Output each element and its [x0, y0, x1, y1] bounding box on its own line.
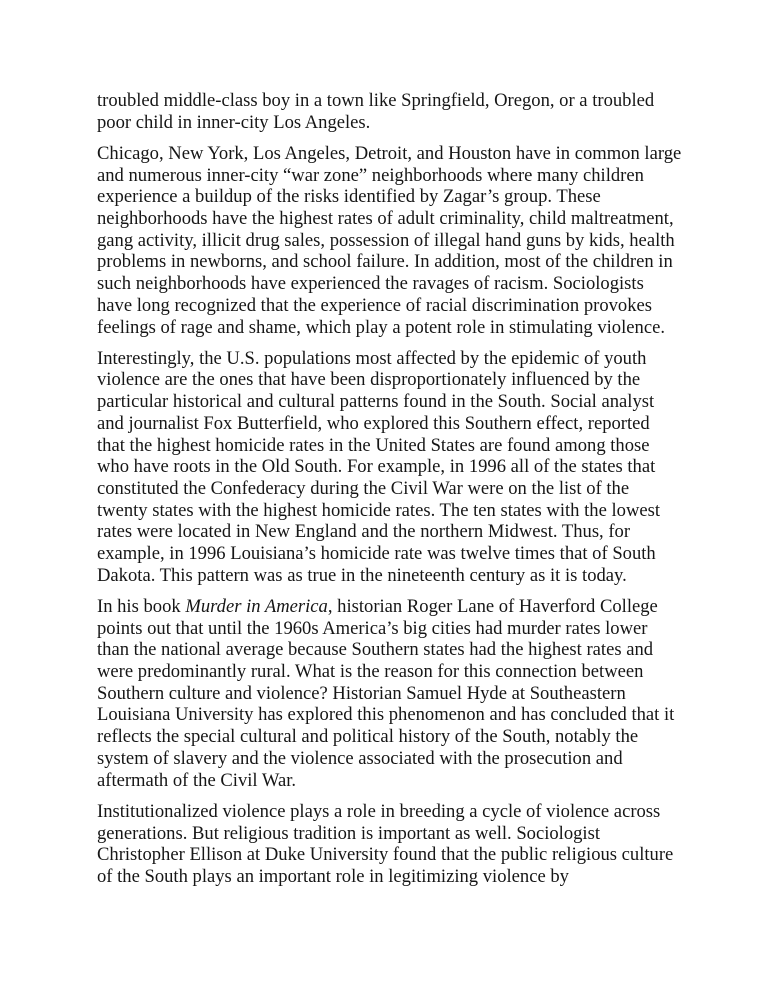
paragraph-institutionalized-violence: Institutionalized violence plays a role in breeding a cycle of violence across generations. But religious tradition is important as well. Sociologist Christopher Ellison at Duke University found that the public religious culture of the South plays an important role in legitimizing violence by — [97, 800, 674, 887]
paragraph-text-before-title: In his book — [97, 595, 186, 617]
paragraph-continuation: troubled middle-class boy in a town like Springfield, Oregon, or a troubled poor child in inner-city Los Angeles. — [97, 90, 655, 133]
paragraph-text-after-title: , historian Roger Lane of Haverford College points out that until the 1960s America’s big cities had murder rates lower than the national average because Southern states had the highest rates and were predominantly rural. What is the reason for this connection between Southern culture and violence? Historian Samuel Hyde at Southeastern Louisiana University has explored this phenomenon and has concluded that it reflects the special cultural and political history of the South, notably the system of slavery and the violence associated with the prosecution and aftermath of the Civil War. — [97, 595, 675, 791]
page-body — [97, 90, 682, 897]
paragraph-southern-effect: Interestingly, the U.S. populations most affected by the epidemic of youth violence are the ones that have been disproportionately influenced by the particular historical and cultural patterns found in the South. Social analyst and journalist Fox Butterfield, who explored this Southern effect, reported that the highest homicide rates in the United States are found among those who have roots in the Old South. For example, in 1996 all of the states that constituted the Confederacy during the Civil War were on the list of the twenty states with the highest homicide rates. The ten states with the lowest rates were located in New England and the northern Midwest. Thus, for example, in 1996 Louisiana’s homicide rate was twelve times that of South Dakota. This pattern was as true in the nineteenth century as it is today. — [97, 347, 661, 586]
book-title: Murder in America — [185, 595, 328, 617]
paragraph-murder-in-america — [97, 596, 682, 791]
paragraph-war-zone-neighborhoods: Chicago, New York, Los Angeles, Detroit, and Houston have in common large and numerous inner-city “war zone” neighborhoods where many children experience a buildup of the risks identified by Zagar’s group. These neighborhoods have the highest rates of adult criminality, child maltreatment, gang activity, illicit drug sales, possession of illegal hand guns by kids, health problems in newborns, and school failure. In addition, most of the children in such neighborhoods have experienced the ravages of racism. Sociologists have long recognized that the experience of racial discrimination provokes feelings of rage and shame, which play a potent role in stimulating violence. — [97, 142, 682, 338]
